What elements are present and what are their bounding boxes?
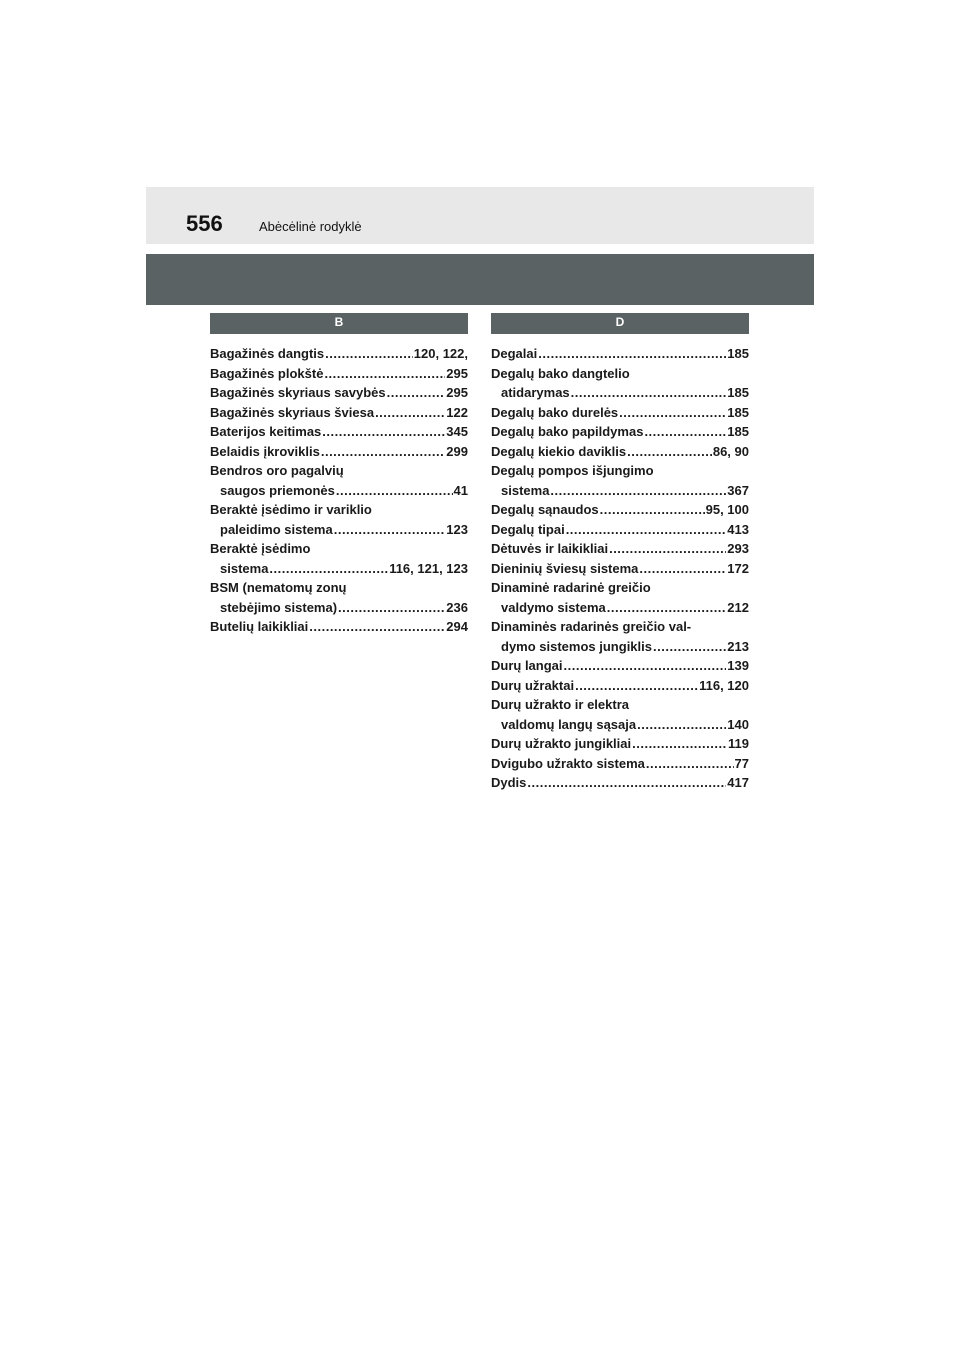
index-entry bbox=[491, 481, 749, 501]
dot-leader bbox=[550, 481, 726, 501]
entry-label: Bagažinės plokštė bbox=[210, 365, 324, 381]
header-band bbox=[146, 254, 814, 305]
dot-leader bbox=[571, 383, 727, 403]
index-entry bbox=[210, 500, 468, 520]
entry-label: sistema bbox=[220, 560, 269, 576]
entry-page-refs: 294 bbox=[446, 619, 468, 634]
dot-leader bbox=[336, 481, 453, 501]
dot-leader bbox=[324, 364, 445, 384]
page-number: 556 bbox=[186, 211, 223, 236]
entry-label: Degalų bako dangtelio bbox=[491, 365, 630, 381]
entry-page-refs: 299 bbox=[446, 443, 468, 459]
entry-label: Dvigubo užrakto sistema bbox=[491, 755, 645, 771]
dot-leader bbox=[538, 344, 726, 364]
entry-page-refs: 119 bbox=[728, 736, 749, 751]
entry-label: Durų užrakto jungikliai bbox=[491, 736, 632, 751]
dot-leader bbox=[632, 734, 727, 754]
entry-label: Dėtuvės ir laikikliai bbox=[491, 541, 609, 556]
entry-label: BSM (nematomų zonų bbox=[210, 580, 347, 595]
dot-leader bbox=[607, 598, 727, 618]
dot-leader bbox=[600, 500, 705, 520]
index-entry bbox=[491, 754, 749, 774]
index-entry bbox=[210, 520, 468, 540]
index-entry bbox=[491, 442, 749, 462]
entry-page-refs: 120, 122, bbox=[413, 346, 468, 361]
index-entry bbox=[491, 383, 749, 403]
index-entry bbox=[491, 403, 749, 423]
index-entry bbox=[210, 481, 468, 501]
entry-page-refs: 295 bbox=[446, 365, 468, 381]
page-header bbox=[146, 187, 814, 244]
entry-label: Belaidis įkroviklis bbox=[210, 443, 320, 459]
index-entry bbox=[491, 578, 749, 598]
entry-label: Baterijos keitimas bbox=[210, 424, 322, 439]
letter-heading-b: B bbox=[210, 313, 468, 334]
entry-label: Durų užraktai bbox=[491, 677, 575, 693]
index-entry bbox=[210, 383, 468, 403]
letter-heading-d: D bbox=[491, 313, 749, 334]
entry-label: Durų užrakto ir elektra bbox=[491, 697, 629, 712]
entry-label: Beraktė įsėdimo ir variklio bbox=[210, 502, 372, 517]
index-entry bbox=[210, 598, 468, 618]
entry-page-refs: 295 bbox=[446, 385, 468, 400]
index-entry bbox=[210, 617, 468, 637]
index-entry bbox=[491, 656, 749, 676]
entry-label: Durų langai bbox=[491, 658, 563, 673]
dot-leader bbox=[564, 656, 727, 676]
entry-page-refs: 185 bbox=[727, 346, 749, 361]
entry-page-refs: 417 bbox=[727, 775, 749, 790]
dot-leader bbox=[338, 598, 445, 618]
dot-leader bbox=[325, 344, 413, 364]
entry-label: atidarymas bbox=[501, 385, 570, 400]
dot-leader bbox=[637, 715, 726, 735]
dot-leader bbox=[566, 520, 727, 540]
index-entry bbox=[491, 676, 749, 696]
entry-page-refs: 236 bbox=[446, 599, 468, 615]
entry-label: Degalai bbox=[491, 346, 538, 361]
entry-page-refs: 140 bbox=[727, 716, 749, 732]
entry-label: paleidimo sistema bbox=[220, 521, 333, 537]
index-entry bbox=[491, 695, 749, 715]
dot-leader bbox=[609, 539, 726, 559]
entry-page-refs: 213 bbox=[727, 638, 749, 654]
entry-page-refs: 139 bbox=[727, 658, 749, 673]
entry-label: stebėjimo sistema) bbox=[220, 599, 338, 615]
section-title: Abėcėlinė rodyklė bbox=[259, 219, 362, 234]
index-entry bbox=[491, 364, 749, 384]
entry-label: Bagažinės dangtis bbox=[210, 346, 325, 361]
entry-label: valdomų langų sąsaja bbox=[501, 716, 637, 732]
entry-label: dymo sistemos jungiklis bbox=[501, 638, 652, 654]
entry-page-refs: 185 bbox=[727, 424, 749, 439]
entry-label: sistema bbox=[501, 482, 550, 498]
entry-page-refs: 86, 90 bbox=[712, 443, 749, 459]
index-entry bbox=[210, 539, 468, 559]
entry-label: Butelių laikikliai bbox=[210, 619, 309, 634]
entry-label: Bendros oro pagalvių bbox=[210, 463, 344, 478]
index-entries-b bbox=[210, 344, 468, 637]
entry-label: Bagažinės skyriaus savybės bbox=[210, 385, 386, 400]
entry-page-refs: 367 bbox=[727, 482, 749, 498]
index-entry bbox=[210, 422, 468, 442]
entry-label: Degalų kiekio daviklis bbox=[491, 443, 627, 459]
dot-leader bbox=[269, 559, 388, 579]
dot-leader bbox=[639, 559, 726, 579]
index-entry bbox=[491, 617, 749, 637]
entry-page-refs: 123 bbox=[446, 521, 468, 537]
index-entry bbox=[491, 422, 749, 442]
index-entry bbox=[491, 559, 749, 579]
dot-leader bbox=[309, 617, 445, 637]
entry-label: Dinaminė radarinė greičio bbox=[491, 580, 651, 595]
index-entry bbox=[491, 715, 749, 735]
entry-label: Dinaminės radarinės greičio val- bbox=[491, 619, 692, 634]
entry-label: Degalų tipai bbox=[491, 521, 565, 537]
entry-page-refs: 185 bbox=[727, 385, 749, 400]
entry-page-refs: 413 bbox=[727, 521, 749, 537]
dot-leader bbox=[375, 403, 445, 423]
index-column-b bbox=[210, 313, 468, 637]
index-entry bbox=[491, 598, 749, 618]
dot-leader bbox=[653, 637, 726, 657]
entry-page-refs: 212 bbox=[727, 599, 749, 615]
entry-page-refs: 116, 120 bbox=[699, 677, 749, 693]
entry-label: Dieninių šviesų sistema bbox=[491, 560, 639, 576]
index-entry bbox=[210, 344, 468, 364]
entry-label: Degalų pompos išjungimo bbox=[491, 463, 654, 478]
index-entry bbox=[491, 734, 749, 754]
entry-label: saugos priemonės bbox=[220, 482, 335, 498]
index-entry bbox=[210, 364, 468, 384]
index-column-d bbox=[491, 313, 749, 793]
entry-label: Beraktė įsėdimo bbox=[210, 541, 311, 556]
entry-page-refs: 293 bbox=[727, 541, 749, 556]
index-entry bbox=[210, 559, 468, 579]
dot-leader bbox=[575, 676, 698, 696]
index-entry bbox=[491, 520, 749, 540]
dot-leader bbox=[387, 383, 446, 403]
entry-page-refs: 116, 121, 123 bbox=[389, 560, 468, 576]
index-entry bbox=[210, 442, 468, 462]
entry-page-refs: 345 bbox=[446, 424, 468, 439]
entry-label: Degalų bako durelės bbox=[491, 404, 619, 420]
entry-label: Degalų sąnaudos bbox=[491, 502, 599, 517]
entry-page-refs: 95, 100 bbox=[705, 502, 749, 517]
dot-leader bbox=[321, 442, 445, 462]
entry-label: Bagažinės skyriaus šviesa bbox=[210, 404, 375, 420]
index-entry bbox=[491, 461, 749, 481]
entry-label: Degalų bako papildymas bbox=[491, 424, 644, 439]
index-entry bbox=[491, 773, 749, 793]
entry-page-refs: 185 bbox=[727, 404, 749, 420]
dot-leader bbox=[646, 754, 734, 774]
dot-leader bbox=[644, 422, 726, 442]
index-entry bbox=[491, 539, 749, 559]
index-entry bbox=[491, 637, 749, 657]
dot-leader bbox=[627, 442, 712, 462]
dot-leader bbox=[619, 403, 726, 423]
dot-leader bbox=[322, 422, 445, 442]
entry-label: Dydis bbox=[491, 775, 527, 790]
entry-label: valdymo sistema bbox=[501, 599, 606, 615]
entry-page-refs: 172 bbox=[727, 560, 749, 576]
index-entries-d bbox=[491, 344, 749, 793]
index-entry bbox=[491, 500, 749, 520]
entry-page-refs: 122 bbox=[446, 404, 468, 420]
index-entry bbox=[491, 344, 749, 364]
index-entry bbox=[210, 578, 468, 598]
index-entry bbox=[210, 403, 468, 423]
dot-leader bbox=[527, 773, 726, 793]
dot-leader bbox=[334, 520, 446, 540]
entry-page-refs: 77 bbox=[734, 755, 749, 771]
index-entry bbox=[210, 461, 468, 481]
entry-page-refs: 41 bbox=[453, 482, 468, 498]
